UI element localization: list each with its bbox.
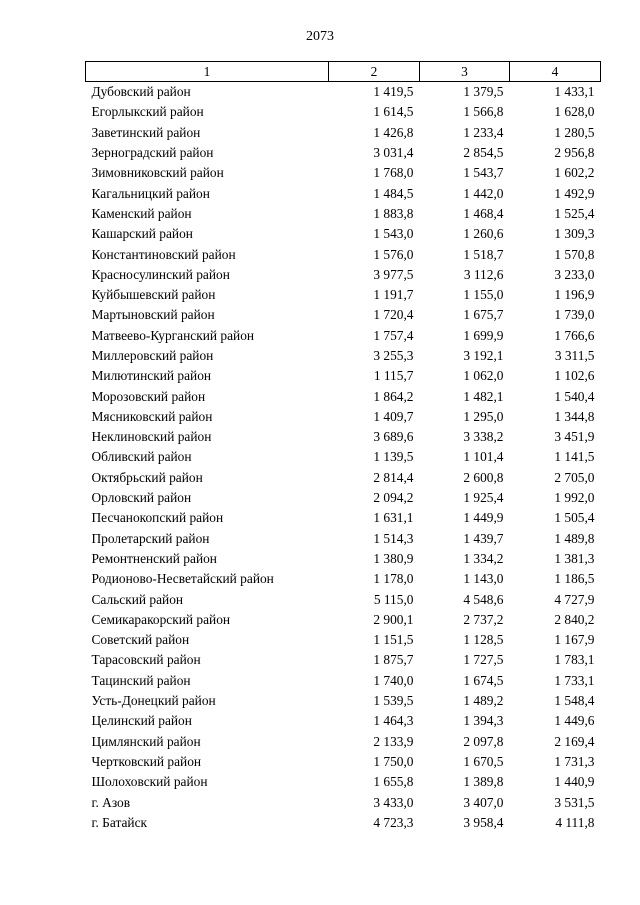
value-cell-col2: 1 115,7 xyxy=(373,368,414,384)
value-cell-col4: 2 956,8 xyxy=(554,145,595,161)
district-name-cell: Песчанокопский район xyxy=(91,510,224,526)
table-row xyxy=(86,224,601,244)
column-header: 3 xyxy=(420,62,510,82)
table-row xyxy=(86,549,601,569)
value-cell-col2: 4 723,3 xyxy=(373,814,414,830)
value-cell-col4: 1 602,2 xyxy=(554,165,595,181)
table-row xyxy=(86,650,601,670)
value-cell-col3: 1 379,5 xyxy=(463,84,504,100)
table-row xyxy=(86,346,601,366)
value-cell-col4: 1 505,4 xyxy=(554,510,595,526)
value-cell-col2: 1 178,0 xyxy=(373,571,414,587)
value-cell-col4: 4 111,8 xyxy=(555,814,595,830)
value-cell-col3: 1 334,2 xyxy=(463,550,504,566)
value-cell-col2: 2 094,2 xyxy=(373,490,414,506)
value-cell-col3: 1 260,6 xyxy=(463,226,504,242)
value-cell-col3: 2 600,8 xyxy=(463,469,504,485)
district-name-cell: Константиновский район xyxy=(91,246,236,262)
value-cell-col2: 2 814,4 xyxy=(373,469,414,485)
table-row xyxy=(86,143,601,163)
table-row xyxy=(86,752,601,772)
value-cell-col4: 2 705,0 xyxy=(554,469,595,485)
value-cell-col3: 1 727,5 xyxy=(463,652,504,668)
district-name-cell: Матвеево-Курганский район xyxy=(91,327,255,343)
value-cell-col3: 2 097,8 xyxy=(463,733,504,749)
column-header: 1 xyxy=(86,62,329,82)
table-row xyxy=(86,386,601,406)
table-row xyxy=(86,265,601,285)
table-row xyxy=(86,488,601,508)
value-cell-col3: 1 439,7 xyxy=(463,530,504,546)
value-cell-col2: 1 750,0 xyxy=(373,753,414,769)
district-table xyxy=(85,61,601,833)
column-header: 4 xyxy=(510,62,601,82)
value-cell-col4: 1 733,1 xyxy=(554,672,595,688)
value-cell-col3: 1 674,5 xyxy=(463,672,504,688)
value-cell-col4: 1 525,4 xyxy=(554,205,595,221)
value-cell-col2: 5 115,0 xyxy=(373,591,414,607)
value-cell-col3: 3 112,6 xyxy=(463,266,504,282)
value-cell-col4: 1 992,0 xyxy=(554,490,595,506)
district-name-cell: Сальский район xyxy=(91,591,184,607)
page-number: 2073 xyxy=(306,29,334,44)
table-body xyxy=(86,82,601,833)
value-cell-col4: 1 344,8 xyxy=(554,408,595,424)
table-row xyxy=(86,447,601,467)
table-row xyxy=(86,305,601,325)
district-name-cell: Октябрьский район xyxy=(91,469,203,485)
value-cell-col2: 1 720,4 xyxy=(373,307,414,323)
value-cell-col3: 3 338,2 xyxy=(463,429,504,445)
district-name-cell: Красносулинский район xyxy=(91,266,230,282)
value-cell-col3: 4 548,6 xyxy=(463,591,504,607)
value-cell-col3: 1 699,9 xyxy=(463,327,504,343)
value-cell-col2: 1 539,5 xyxy=(373,693,414,709)
value-cell-col4: 1 449,6 xyxy=(554,713,595,729)
district-name-cell: г. Батайск xyxy=(91,814,148,830)
value-cell-col4: 1 489,8 xyxy=(554,530,595,546)
value-cell-col2: 1 419,5 xyxy=(373,84,414,100)
value-cell-col2: 2 900,1 xyxy=(373,611,414,627)
value-cell-col3: 1 675,7 xyxy=(463,307,504,323)
value-cell-col2: 3 255,3 xyxy=(373,348,414,363)
value-cell-col3: 1 143,0 xyxy=(463,571,504,587)
district-name-cell: Тарасовский район xyxy=(91,652,201,668)
value-cell-col3: 1 295,0 xyxy=(463,408,504,424)
value-cell-col4: 3 233,0 xyxy=(554,266,595,282)
value-cell-col3: 1 101,4 xyxy=(463,449,504,465)
value-cell-col4: 1 440,9 xyxy=(554,774,595,790)
value-cell-col2: 3 433,0 xyxy=(373,794,414,810)
value-cell-col3: 1 394,3 xyxy=(463,713,504,729)
value-cell-col3: 3 958,4 xyxy=(463,814,504,830)
value-cell-col4: 1 280,5 xyxy=(554,124,595,140)
district-name-cell: Цимлянский район xyxy=(91,733,201,749)
district-name-cell: Пролетарский район xyxy=(91,530,210,546)
table-row xyxy=(86,285,601,305)
table-row xyxy=(86,671,601,691)
table-row xyxy=(86,772,601,792)
table-header xyxy=(86,62,601,82)
table-row xyxy=(86,244,601,264)
table-row xyxy=(86,691,601,711)
value-cell-col4: 2 169,4 xyxy=(554,733,595,749)
value-cell-col4: 3 311,5 xyxy=(554,348,595,363)
value-cell-col3: 2 737,2 xyxy=(463,611,504,627)
value-cell-col3: 1 566,8 xyxy=(463,104,504,120)
value-cell-col4: 3 531,5 xyxy=(554,794,595,810)
district-name-cell: г. Азов xyxy=(91,794,131,810)
value-cell-col3: 1 670,5 xyxy=(463,753,504,769)
value-cell-col2: 3 689,6 xyxy=(373,429,414,445)
value-cell-col4: 1 548,4 xyxy=(554,693,595,709)
district-name-cell: Кашарский район xyxy=(91,226,193,242)
table-row xyxy=(86,610,601,630)
value-cell-col2: 3 977,5 xyxy=(373,266,414,282)
value-cell-col4: 1 196,9 xyxy=(554,287,595,303)
value-cell-col4: 1 739,0 xyxy=(554,307,595,323)
value-cell-col3: 1 482,1 xyxy=(463,388,504,404)
value-cell-col3: 2 854,5 xyxy=(463,145,504,161)
district-name-cell: Целинский район xyxy=(91,713,192,729)
value-cell-col3: 1 449,9 xyxy=(463,510,504,526)
district-name-cell: Мартыновский район xyxy=(91,307,215,323)
header-row xyxy=(86,62,601,82)
district-name-cell: Орловский район xyxy=(91,490,192,506)
district-name-cell: Морозовский район xyxy=(91,388,206,404)
value-cell-col2: 1 151,5 xyxy=(373,632,414,648)
table-row xyxy=(86,813,601,833)
value-cell-col2: 1 614,5 xyxy=(373,104,414,120)
value-cell-col2: 1 514,3 xyxy=(373,530,414,546)
district-name-cell: Зимовниковский район xyxy=(91,165,224,181)
value-cell-col4: 1 492,9 xyxy=(554,185,595,201)
value-cell-col2: 1 380,9 xyxy=(373,550,414,566)
value-cell-col3: 1 389,8 xyxy=(463,774,504,790)
value-cell-col3: 1 442,0 xyxy=(463,185,504,201)
value-cell-col3: 1 155,0 xyxy=(463,287,504,303)
value-cell-col4: 3 451,9 xyxy=(554,429,595,445)
value-cell-col2: 1 864,2 xyxy=(373,388,414,404)
table-row xyxy=(86,589,601,609)
district-name-cell: Миллеровский район xyxy=(91,348,214,363)
value-cell-col3: 1 925,4 xyxy=(463,490,504,506)
value-cell-col2: 1 875,7 xyxy=(373,652,414,668)
value-cell-col2: 1 484,5 xyxy=(373,185,414,201)
value-cell-col2: 1 464,3 xyxy=(373,713,414,729)
district-name-cell: Чертковский район xyxy=(91,753,202,769)
value-cell-col4: 4 727,9 xyxy=(554,591,595,607)
table-row xyxy=(86,468,601,488)
value-cell-col4: 1 540,4 xyxy=(554,388,595,404)
table-row xyxy=(86,82,601,103)
value-cell-col3: 3 407,0 xyxy=(463,794,504,810)
district-name-cell: Дубовский район xyxy=(91,84,191,100)
value-cell-col2: 2 133,9 xyxy=(373,733,414,749)
value-cell-col4: 1 766,6 xyxy=(554,327,595,343)
table-row xyxy=(86,792,601,812)
value-cell-col4: 1 141,5 xyxy=(554,449,595,465)
table-row xyxy=(86,630,601,650)
value-cell-col3: 1 489,2 xyxy=(463,693,504,709)
column-header: 2 xyxy=(329,62,420,82)
value-cell-col2: 1 191,7 xyxy=(373,287,414,303)
district-name-cell: Милютинский район xyxy=(91,368,212,384)
value-cell-col2: 1 139,5 xyxy=(373,449,414,465)
table-row xyxy=(86,163,601,183)
value-cell-col3: 1 518,7 xyxy=(463,246,504,262)
district-name-cell: Тацинский район xyxy=(91,672,191,688)
value-cell-col4: 1 628,0 xyxy=(554,104,595,120)
value-cell-col4: 1 381,3 xyxy=(554,550,595,566)
table-row xyxy=(86,326,601,346)
value-cell-col3: 1 128,5 xyxy=(463,632,504,648)
district-name-cell: Усть-Донецкий район xyxy=(91,693,216,709)
district-name-cell: Зерноградский район xyxy=(91,145,214,161)
district-name-cell: Советский район xyxy=(91,632,190,648)
value-cell-col4: 1 186,5 xyxy=(554,571,595,587)
table-row xyxy=(86,427,601,447)
district-name-cell: Куйбышевский район xyxy=(91,287,216,303)
district-name-cell: Егорлыкский район xyxy=(91,104,204,120)
district-name-cell: Семикаракорский район xyxy=(91,611,231,627)
table-row xyxy=(86,183,601,203)
district-name-cell: Ремонтненский район xyxy=(91,550,217,566)
district-name-cell: Кагальницкий район xyxy=(91,185,210,201)
value-cell-col4: 1 731,3 xyxy=(554,753,595,769)
value-cell-col4: 1 433,1 xyxy=(554,84,595,100)
value-cell-col2: 1 543,0 xyxy=(373,226,414,242)
value-cell-col2: 1 426,8 xyxy=(373,124,414,140)
value-cell-col3: 1 543,7 xyxy=(463,165,504,181)
district-name-cell: Шолоховский район xyxy=(91,774,208,790)
district-name-cell: Каменский район xyxy=(91,205,192,221)
value-cell-col2: 1 655,8 xyxy=(373,774,414,790)
value-cell-col2: 1 757,4 xyxy=(373,327,414,343)
table-row xyxy=(86,529,601,549)
table-row xyxy=(86,366,601,386)
value-cell-col2: 1 883,8 xyxy=(373,205,414,221)
value-cell-col4: 1 309,3 xyxy=(554,226,595,242)
table-row xyxy=(86,569,601,589)
value-cell-col3: 3 192,1 xyxy=(463,348,504,363)
table-row xyxy=(86,407,601,427)
district-name-cell: Неклиновский район xyxy=(91,429,212,445)
value-cell-col4: 2 840,2 xyxy=(554,611,595,627)
value-cell-col2: 3 031,4 xyxy=(373,145,414,161)
district-name-cell: Мясниковский район xyxy=(91,408,213,424)
value-cell-col4: 1 167,9 xyxy=(554,632,595,648)
table-row xyxy=(86,732,601,752)
value-cell-col3: 1 233,4 xyxy=(463,124,504,140)
value-cell-col4: 1 102,6 xyxy=(554,368,595,384)
value-cell-col2: 1 768,0 xyxy=(373,165,414,181)
table-row xyxy=(86,711,601,731)
table-row xyxy=(86,204,601,224)
table-row xyxy=(86,102,601,122)
value-cell-col3: 1 468,4 xyxy=(463,205,504,221)
value-cell-col2: 1 409,7 xyxy=(373,408,414,424)
district-name-cell: Обливский район xyxy=(91,449,192,465)
value-cell-col2: 1 631,1 xyxy=(373,510,414,526)
district-name-cell: Заветинский район xyxy=(91,124,201,140)
value-cell-col2: 1 576,0 xyxy=(373,246,414,262)
value-cell-col3: 1 062,0 xyxy=(463,368,504,384)
value-cell-col2: 1 740,0 xyxy=(373,672,414,688)
value-cell-col4: 1 570,8 xyxy=(554,246,595,262)
district-name-cell: Родионово-Несветайский район xyxy=(91,571,274,587)
value-cell-col4: 1 783,1 xyxy=(554,652,595,668)
table-row xyxy=(86,123,601,143)
table-row xyxy=(86,508,601,528)
